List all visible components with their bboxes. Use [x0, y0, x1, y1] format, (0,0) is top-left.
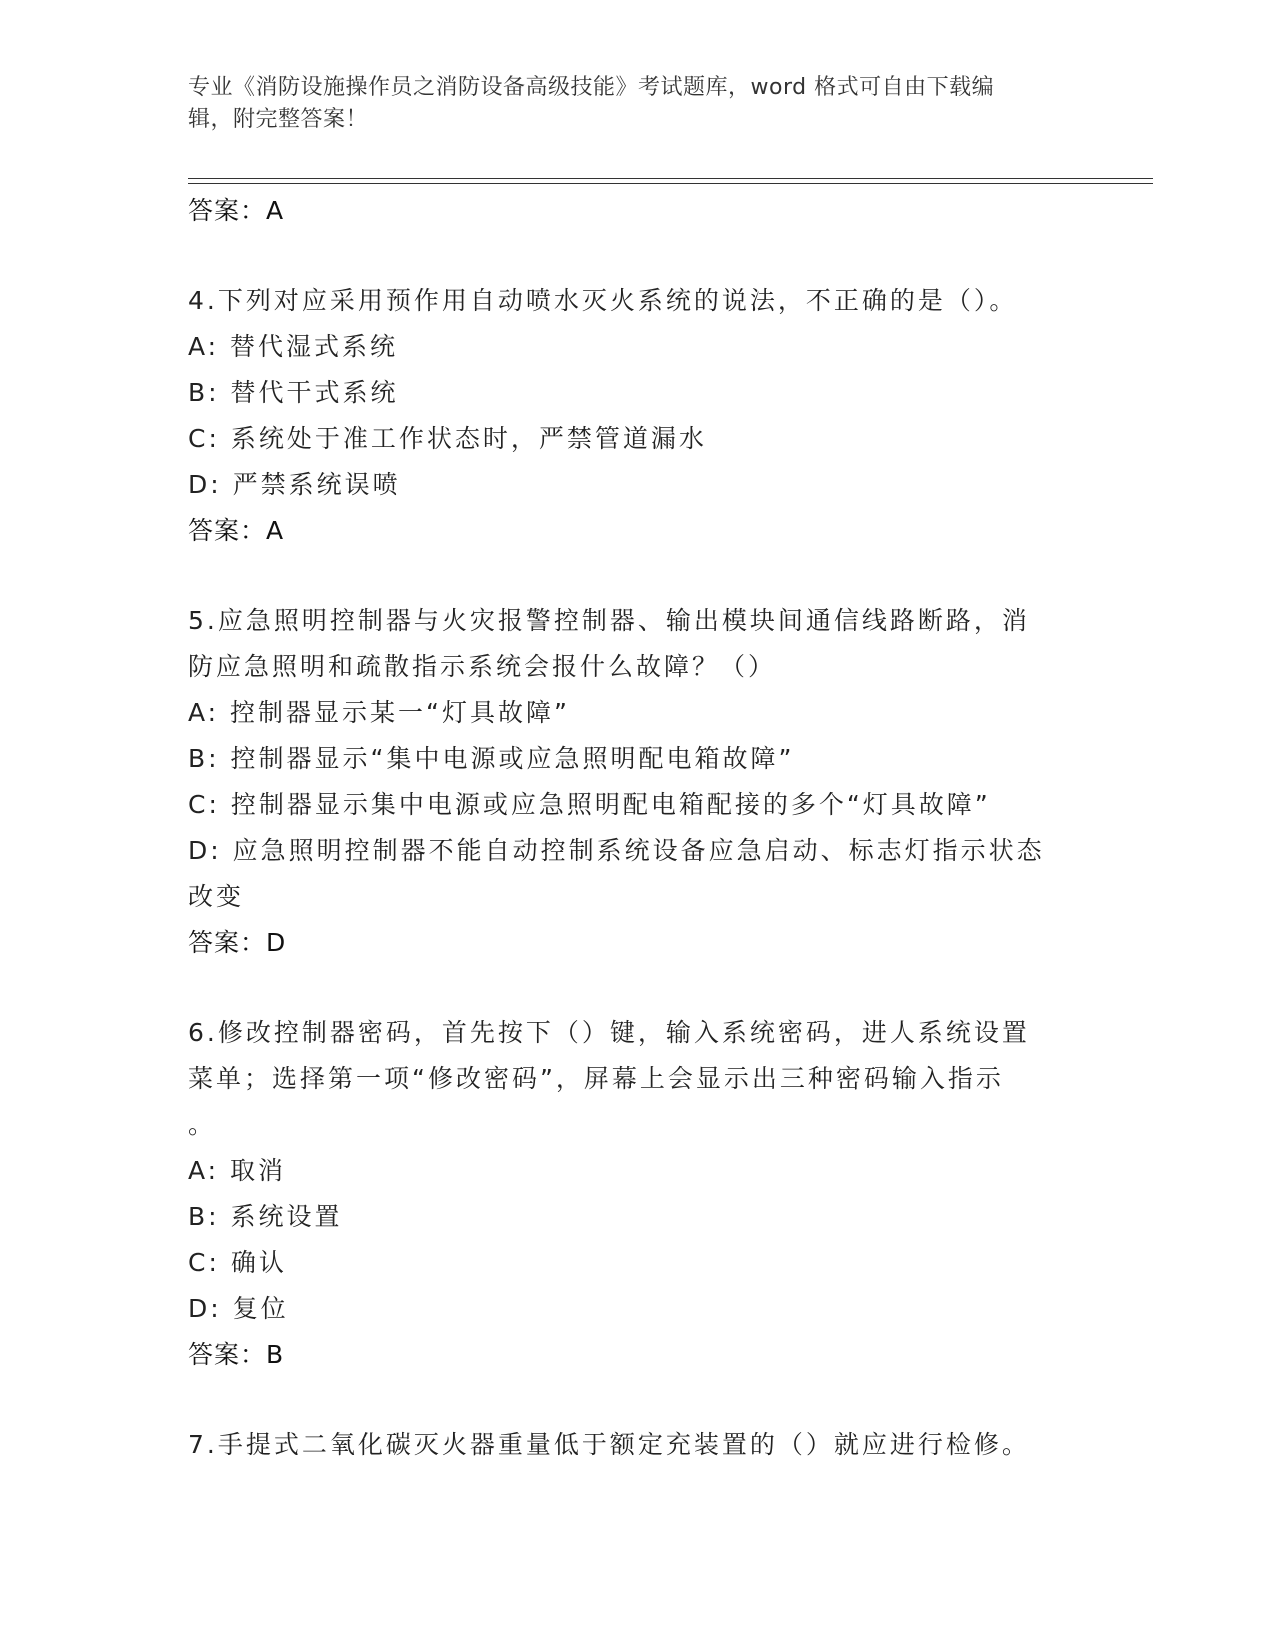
option-c: C: 控制器显示集中电源或应急照明配电箱配接的多个“灯具故障” [188, 790, 991, 819]
option-b: B: 替代干式系统 [188, 378, 399, 407]
option-b: B: 系统设置 [188, 1202, 343, 1231]
answer-line: 答案：D [188, 928, 287, 957]
question-stem: 4.下列对应采用预作用自动喷水灭火系统的说法，不正确的是（）。 [188, 286, 1018, 315]
option-a: A: 替代湿式系统 [188, 332, 399, 361]
header-divider-top [188, 178, 1153, 179]
answer-line: 答案：B [188, 1340, 285, 1369]
option-b: B: 控制器显示“集中电源或应急照明配电箱故障” [188, 744, 795, 773]
question-stem-continued: 菜单；选择第一项“修改密码”，屏幕上会显示出三种密码输入指示 [188, 1064, 1004, 1093]
spacer [188, 234, 1088, 278]
question-5 [188, 598, 1088, 966]
question-list [188, 188, 1088, 1468]
option-d: D: 应急照明控制器不能自动控制系统设备应急启动、标志灯指示状态 [188, 836, 1045, 865]
answer-line: 答案：A [188, 516, 285, 545]
question-stem-continued: 防应急照明和疏散指示系统会报什么故障？（） [188, 652, 777, 681]
question-stem: 5.应急照明控制器与火灾报警控制器、输出模块间通信线路断路，消 [188, 606, 1030, 635]
option-d-continued: 改变 [188, 882, 245, 911]
header-line-1: 专业《消防设施操作员之消防设备高级技能》考试题库，word 格式可自由下载编 [188, 75, 995, 100]
spacer [188, 554, 1088, 598]
question-4 [188, 278, 1088, 554]
option-c: C: 系统处于准工作状态时，严禁管道漏水 [188, 424, 707, 453]
option-a: A: 控制器显示某一“灯具故障” [188, 698, 570, 727]
spacer [188, 966, 1088, 1010]
question-stem-continued: 。 [188, 1110, 217, 1139]
option-d: D: 严禁系统误喷 [188, 470, 401, 499]
option-a: A: 取消 [188, 1156, 287, 1185]
header-line-2: 辑，附完整答案！ [188, 107, 369, 132]
question-stem: 6.修改控制器密码，首先按下（）键，输入系统密码，进人系统设置 [188, 1018, 1030, 1047]
question-stem: 7.手提式二氧化碳灭火器重量低于额定充装置的（）就应进行检修。 [188, 1430, 1030, 1459]
page-header [188, 72, 1068, 136]
option-d: D: 复位 [188, 1294, 289, 1323]
header-divider-bottom [188, 183, 1153, 184]
question-7 [188, 1422, 1088, 1468]
question-6 [188, 1010, 1088, 1378]
answer-line: 答案：A [188, 196, 285, 225]
spacer [188, 1378, 1088, 1422]
option-c: C: 确认 [188, 1248, 287, 1277]
